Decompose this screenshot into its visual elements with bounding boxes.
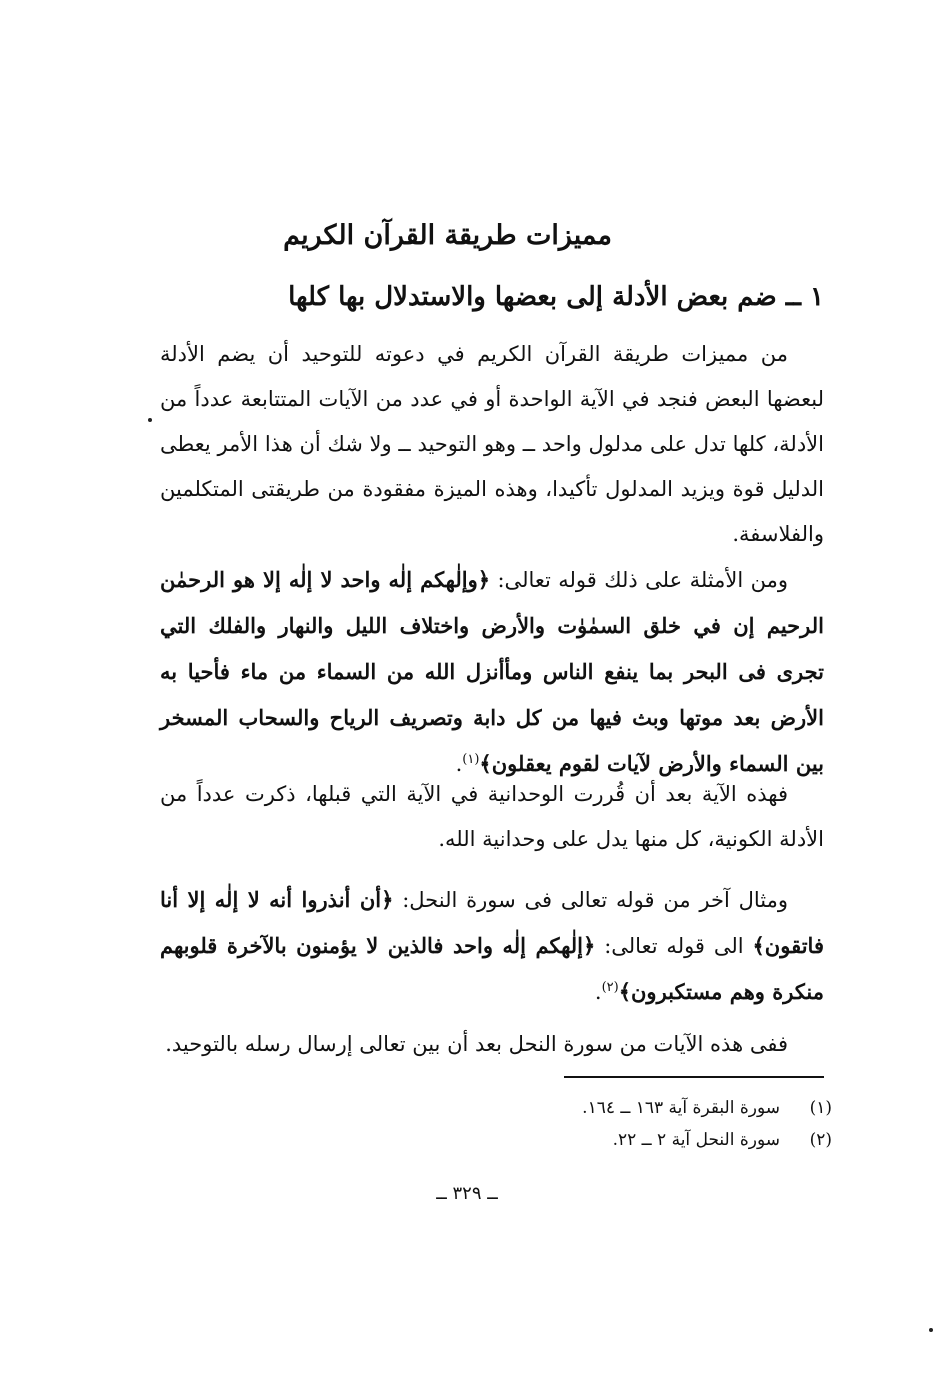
footnote-text: سورة البقرة آية ١٦٣ ــ ١٦٤. [582, 1098, 780, 1118]
paragraph-4-intro: ومثال آخر من قوله تعالى فى سورة النحل: [393, 888, 788, 912]
paragraph-2-intro: ومن الأمثلة على ذلك قوله تعالى: [490, 568, 788, 592]
footnote-ref-1: (١) [462, 752, 480, 767]
paragraph-5 [160, 1022, 824, 1067]
footnote-number: (٢) [809, 1130, 832, 1150]
paragraph-4-end: . [594, 980, 602, 1004]
page-number: ــ ٣٢٩ ــ [436, 1183, 498, 1204]
footnote-ref-2: (٢) [601, 980, 619, 995]
scan-speck [148, 418, 152, 422]
paragraph-1 [160, 332, 824, 557]
paragraph-4-mid: الى قوله تعالى: [595, 934, 753, 958]
footnote-number: (١) [809, 1098, 832, 1118]
quran-verse-3: ﴿إلٰهكم إلٰه واحد فالذين لا يؤمنون بالآخرة قلوبهم منكرة وهم مستكبرون﴾ [160, 933, 824, 1004]
scan-speck [929, 1328, 933, 1332]
paragraph-2-text [160, 557, 824, 787]
paragraph-4-text [160, 877, 824, 1015]
footnote-item [332, 1092, 832, 1124]
paragraph-3 [160, 772, 824, 862]
footnote-item [332, 1124, 832, 1156]
quran-verse-1: ﴿وإلٰهكم إلٰه واحد لا إلٰه إلا هو الرحمٰن الرحيم إن في خلق السمٰوٰت والأرض واختلاف الليل والنهار والفلك التي تجرى فى البحر بما ينفع الناس ومأأنزل الله من السماء من ماء فأحيا به الأرض بعد موتها وبث فيها من كل دابة وتصريف الرياح والسحاب المسخر بين السماء والأرض لآيات لقوم يعقلون﴾ [160, 567, 824, 776]
paragraph-1-text: من مميزات طريقة القرآن الكريم في دعوته للتوحيد أن يضم الأدلة لبعضها البعض فنجد في الآية الواحدة أو في عدد من الآيات المتتابعة عدداً من الأدلة، كلها تدل على مدلول واحد ــ وهو التوحيد ــ ولا شك أن هذا الأمر يعطى الدليل قوة ويزيد المدلول تأكيدا، وهذه الميزة مفقودة من طريقتى المتكلمين والفلاسفة. [160, 342, 824, 546]
footnote-text: سورة النحل آية ٢ ــ ٢٢. [612, 1130, 780, 1150]
quran-verse-2: ﴿أن أنذروا أنه لا إلٰه إلا أنا فاتقون﴾ [160, 887, 824, 958]
footnotes [332, 1092, 832, 1156]
paragraph-5-text: ففى هذه الآيات من سورة النحل بعد أن بين تعالى إرسال رسله بالتوحيد. [165, 1032, 788, 1056]
footnote-divider [564, 1076, 824, 1078]
paragraph-2 [160, 557, 824, 787]
paragraph-4 [160, 877, 824, 1015]
paragraph-2-end: . [455, 752, 463, 776]
page-title: مميزات طريقة القرآن الكريم [283, 220, 612, 251]
section-heading: ١ ــ ضم بعض الأدلة إلى بعضها والاستدلال بها كلها [288, 282, 824, 312]
paragraph-3-text: فهذه الآية بعد أن قُررت الوحدانية في الآية التي قبلها، ذكرت عدداً من الأدلة الكونية، كل منها يدل على وحدانية الله. [160, 782, 824, 851]
